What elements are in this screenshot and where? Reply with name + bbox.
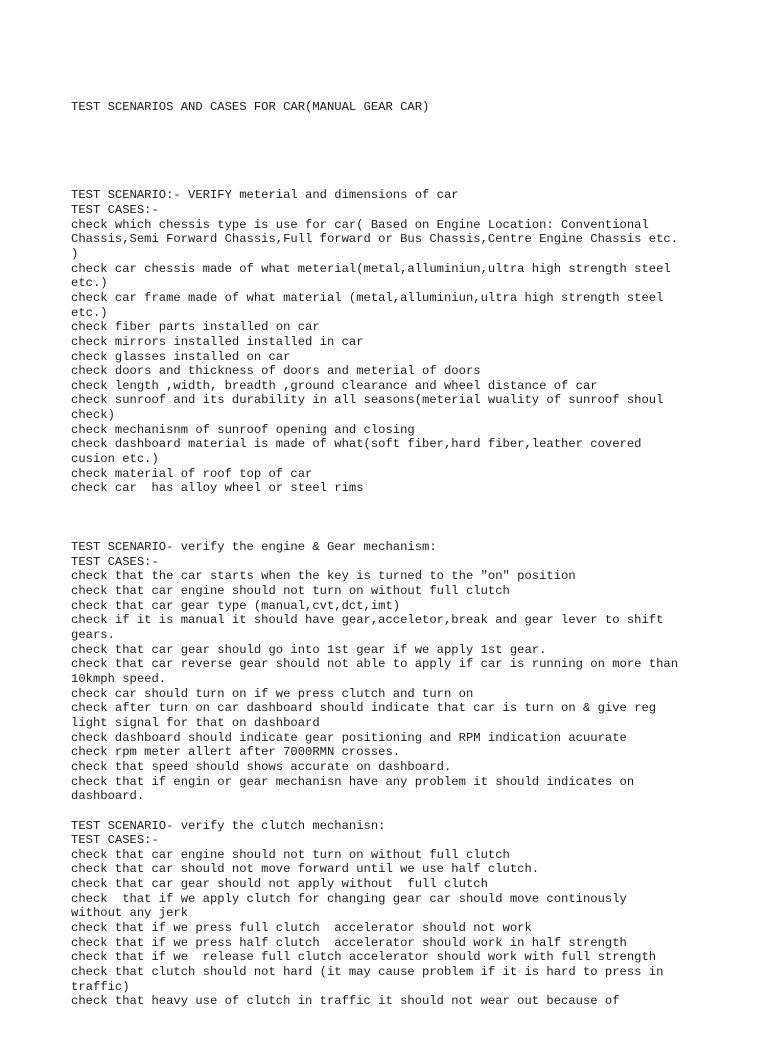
test-case-line: check that speed should shows accurate on dashboard. <box>71 759 452 774</box>
test-case-line: check that car engine should not turn on without full clutch <box>71 584 510 599</box>
document-title: TEST SCENARIOS AND CASES FOR CAR(MANUAL GEAR CAR) <box>71 100 430 115</box>
test-case-line: check car chessis made of what meterial(metal,alluminiun,ultra high strength steel <box>71 261 671 276</box>
test-case-line: check car has alloy wheel or steel rims <box>71 481 364 496</box>
test-cases-label: TEST CASES:- <box>71 554 159 569</box>
test-case-line: check glasses installed on car <box>71 349 291 364</box>
test-case-line: check dashboard should indicate gear positioning and RPM indication acuurate <box>71 730 627 745</box>
test-cases-label: TEST CASES:- <box>71 202 159 217</box>
test-case-line: check rpm meter allert after 7000RMN crosses. <box>71 745 401 760</box>
test-case-line: check that if we apply clutch for changing gear car should move continously <box>71 891 627 906</box>
test-case-line: dashboard. <box>71 789 145 804</box>
test-case-line: check mirrors installed installed in car <box>71 334 364 349</box>
test-case-line: Chassis,Semi Forward Chassis,Full forward or Bus Chassis,Centre Engine Chassis etc. <box>71 232 679 247</box>
test-case-line: check that the car starts when the key is turned to the "on" position <box>71 569 576 584</box>
test-case-line: check car frame made of what material (metal,alluminiun,ultra high strength steel <box>71 290 664 305</box>
document-body <box>71 71 711 1038</box>
test-case-line: check that if we press full clutch accelerator should not work <box>71 921 532 936</box>
test-case-line: light signal for that on dashboard <box>71 715 320 730</box>
scenario-heading: TEST SCENARIO- verify the clutch mechanisn: <box>71 818 386 833</box>
test-case-line: ) <box>71 246 79 261</box>
test-case-line: check that if we release full clutch accelerator should work with full strength <box>71 950 657 965</box>
test-case-line: check length ,width, breadth ,ground clearance and wheel distance of car <box>71 378 598 393</box>
test-case-line: without any jerk <box>71 906 189 921</box>
test-case-line: etc.) <box>71 276 108 291</box>
test-case-line: check material of roof top of car <box>71 466 313 481</box>
test-case-line: check car should turn on if we press clutch and turn on <box>71 686 474 701</box>
test-case-line: check fiber parts installed on car <box>71 320 320 335</box>
test-case-line: check that car should not move forward until we use half clutch. <box>71 862 540 877</box>
test-case-line: check that car gear should go into 1st gear if we apply 1st gear. <box>71 642 547 657</box>
test-case-line: check that clutch should not hard (it may cause problem if it is hard to press in <box>71 965 664 980</box>
test-scenario-section <box>71 540 711 804</box>
scenario-heading: TEST SCENARIO:- VERIFY meterial and dimensions of car <box>71 188 459 203</box>
test-case-line: check that car engine should not turn on without full clutch <box>71 847 510 862</box>
test-case-line: check sunroof and its durability in all seasons(meterial wuality of sunroof shoul <box>71 393 664 408</box>
test-case-line: traffic) <box>71 979 130 994</box>
test-case-line: check that car gear should not apply without full clutch <box>71 877 488 892</box>
test-case-line: check doors and thickness of doors and meterial of doors <box>71 364 481 379</box>
test-case-line: check after turn on car dashboard should indicate that car is turn on & give reg <box>71 701 657 716</box>
test-cases-label: TEST CASES:- <box>71 833 159 848</box>
test-case-line: cusion etc.) <box>71 452 159 467</box>
test-case-line: check that heavy use of clutch in traffic it should not wear out because of <box>71 994 620 1009</box>
test-case-line: check) <box>71 408 115 423</box>
test-case-line: check that if engin or gear mechanisn have any problem it should indicates on <box>71 774 635 789</box>
test-case-line: check that car gear type (manual,cvt,dct,imt) <box>71 598 401 613</box>
test-case-line: check that if we press half clutch accelerator should work in half strength <box>71 935 627 950</box>
test-scenario-section <box>71 188 711 496</box>
test-case-line: gears. <box>71 628 115 642</box>
test-case-line: 10kmph speed. <box>71 671 167 686</box>
document-sections <box>71 188 711 1009</box>
test-case-line: check dashboard material is made of what(soft fiber,hard fiber,leather covered <box>71 437 642 452</box>
test-case-line: etc.) <box>71 305 108 320</box>
test-scenario-section <box>71 819 711 1010</box>
test-case-line: check that car reverse gear should not able to apply if car is running on more than <box>71 657 679 672</box>
scenario-heading: TEST SCENARIO- verify the engine & Gear mechanism: <box>71 540 437 555</box>
test-case-line: check mechanisnm of sunroof opening and closing <box>71 422 415 437</box>
test-case-line: check if it is manual it should have gear,acceletor,break and gear lever to shift <box>71 613 664 628</box>
test-case-line: check which chessis type is use for car( Based on Engine Location: Conventional <box>71 217 649 232</box>
